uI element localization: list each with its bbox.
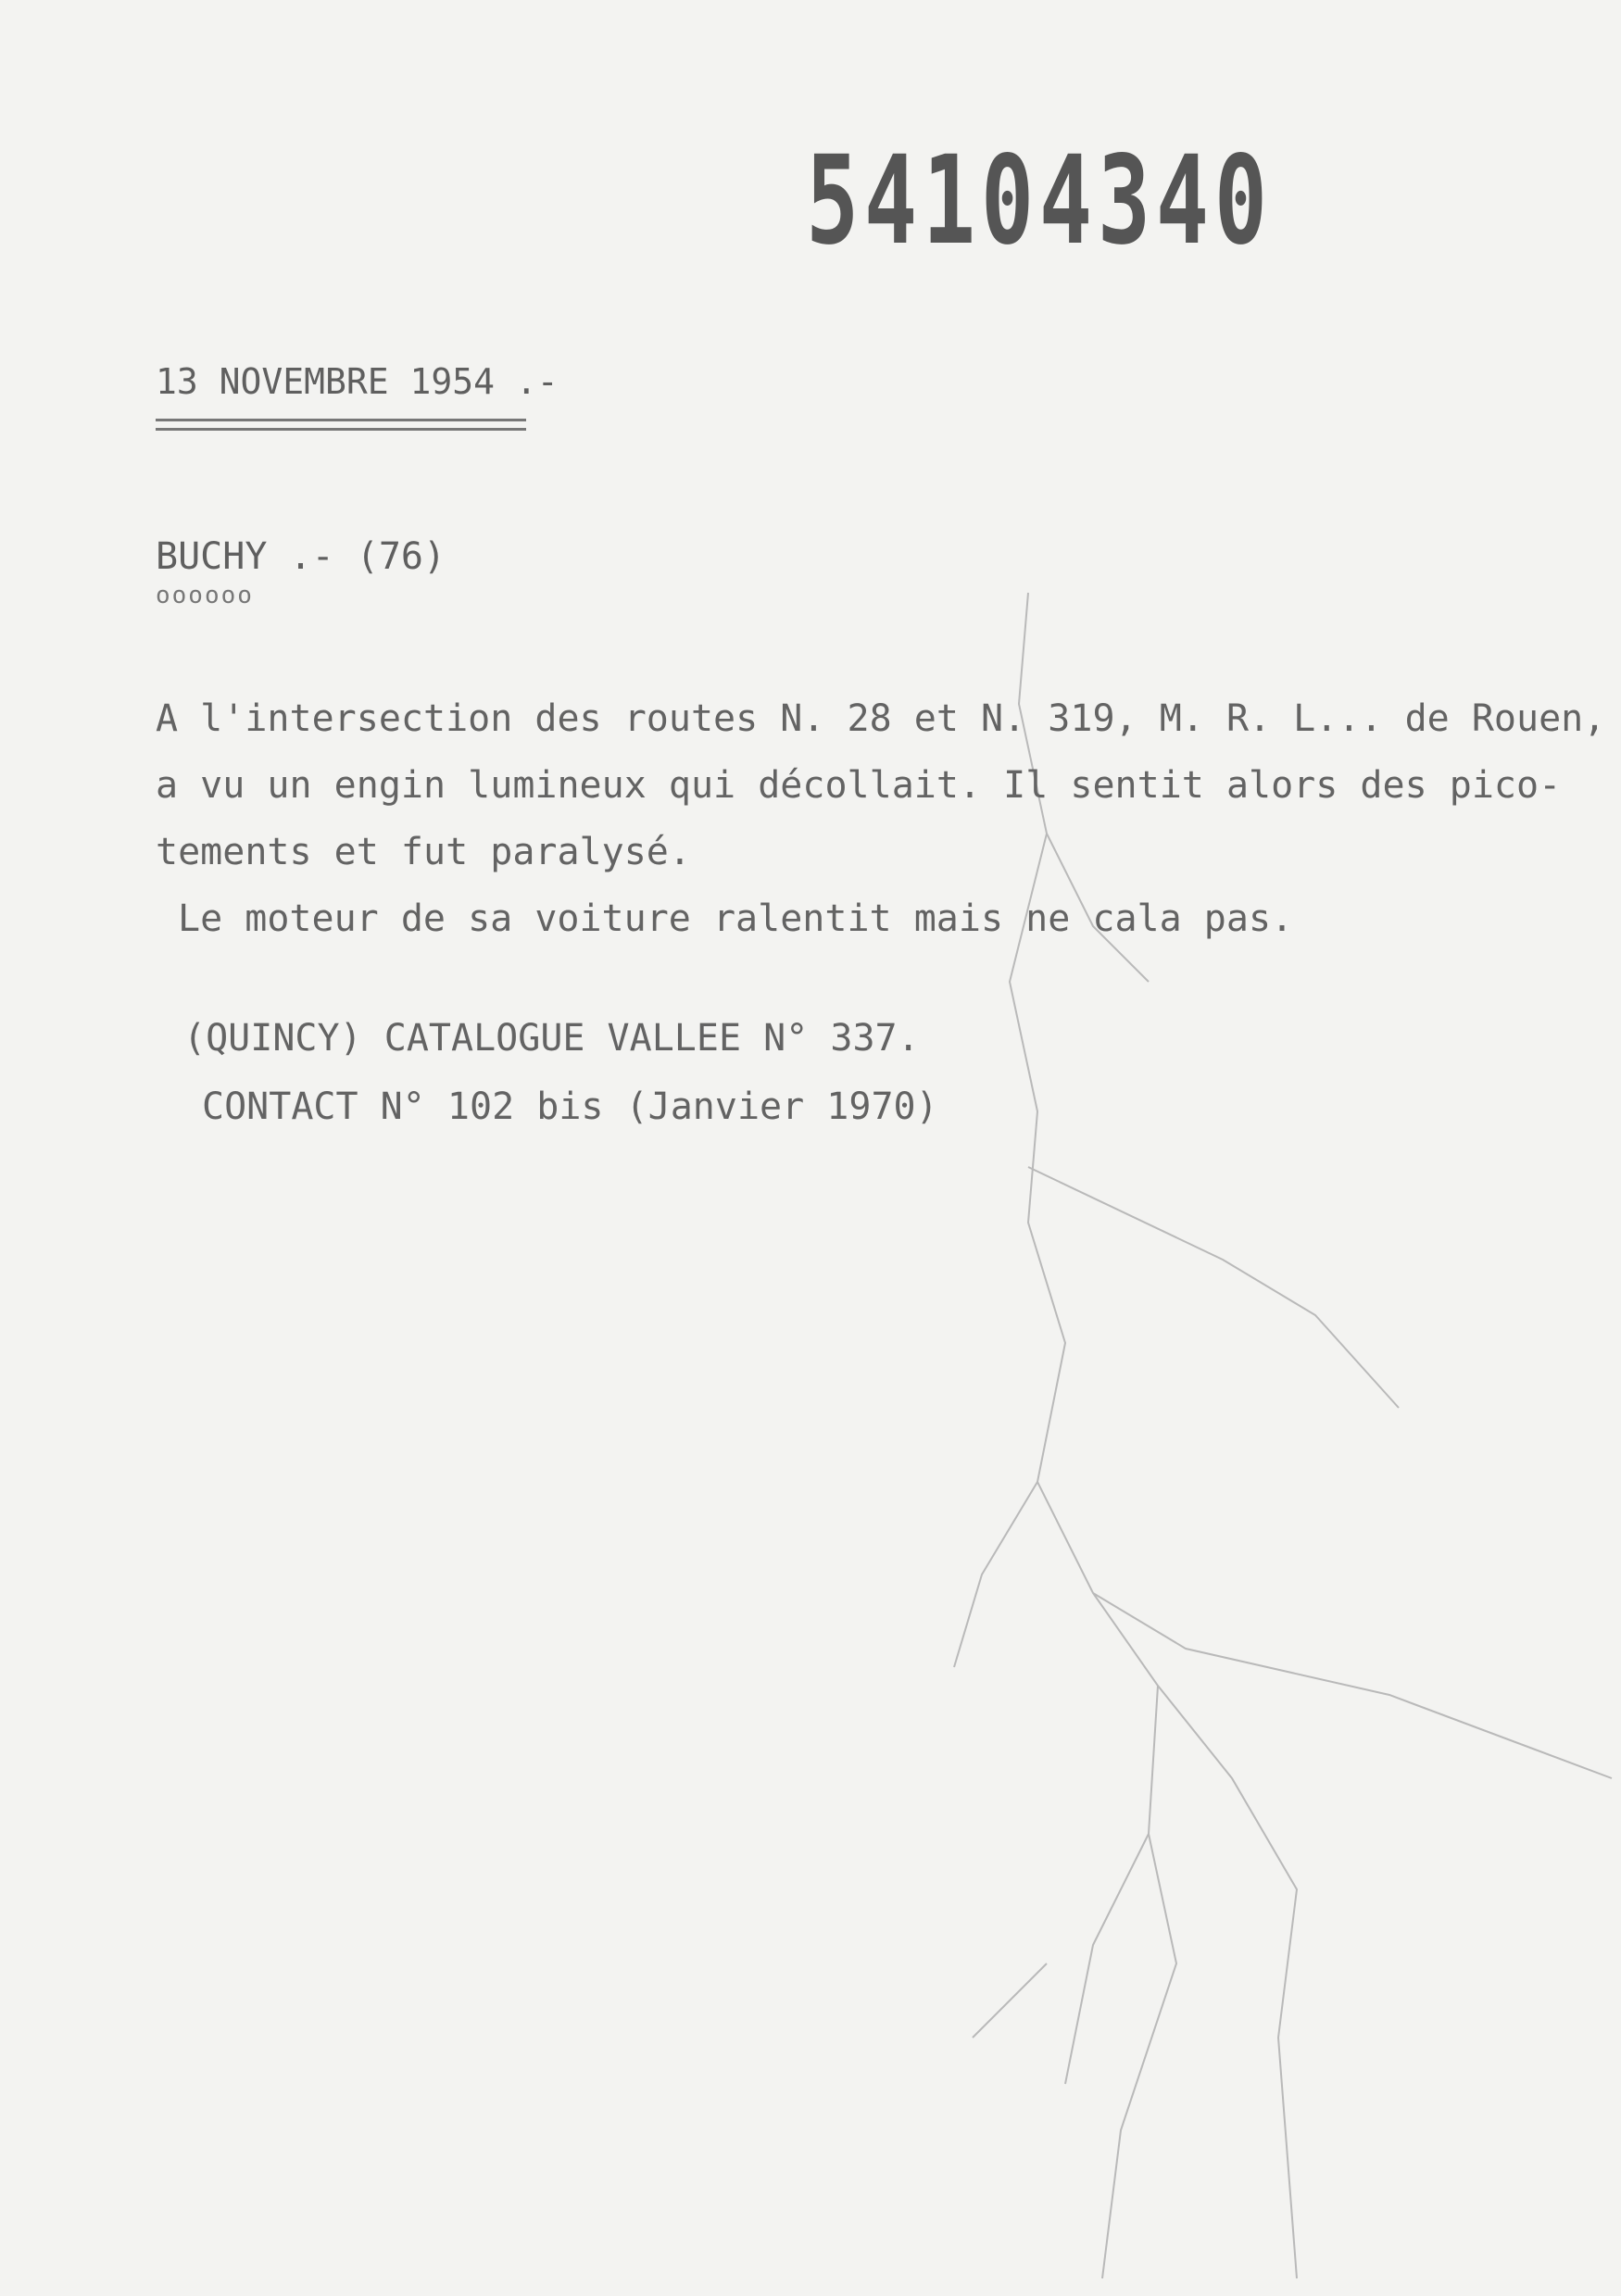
paragraph-line: tements et fut paralysé. [156, 831, 691, 873]
paragraph-line: Le moteur de sa voiture ralentit mais ne cala pas. [178, 897, 1294, 940]
source-reference-contact: CONTACT N° 102 bis (Janvier 1970) [202, 1085, 938, 1128]
paragraph-line: a vu un engin lumineux qui décollait. Il sentit alors des pico- [156, 764, 1562, 807]
document-date: 13 NOVEMBRE 1954 .- [156, 361, 559, 402]
report-paragraph [156, 685, 1606, 952]
paragraph-line: A l'intersection des routes N. 28 et N. 319, M. R. L... de Rouen, [156, 697, 1606, 740]
source-reference-catalogue: (QUINCY) CATALOGUE VALLEE N° 337. [183, 1017, 920, 1060]
reference-number: 54104340 [806, 130, 1273, 272]
date-underline [156, 419, 526, 421]
place-underline-mark: oooooo [156, 582, 254, 609]
place-heading: BUCHY .- (76) [156, 535, 446, 578]
date-underline-second [156, 428, 526, 431]
